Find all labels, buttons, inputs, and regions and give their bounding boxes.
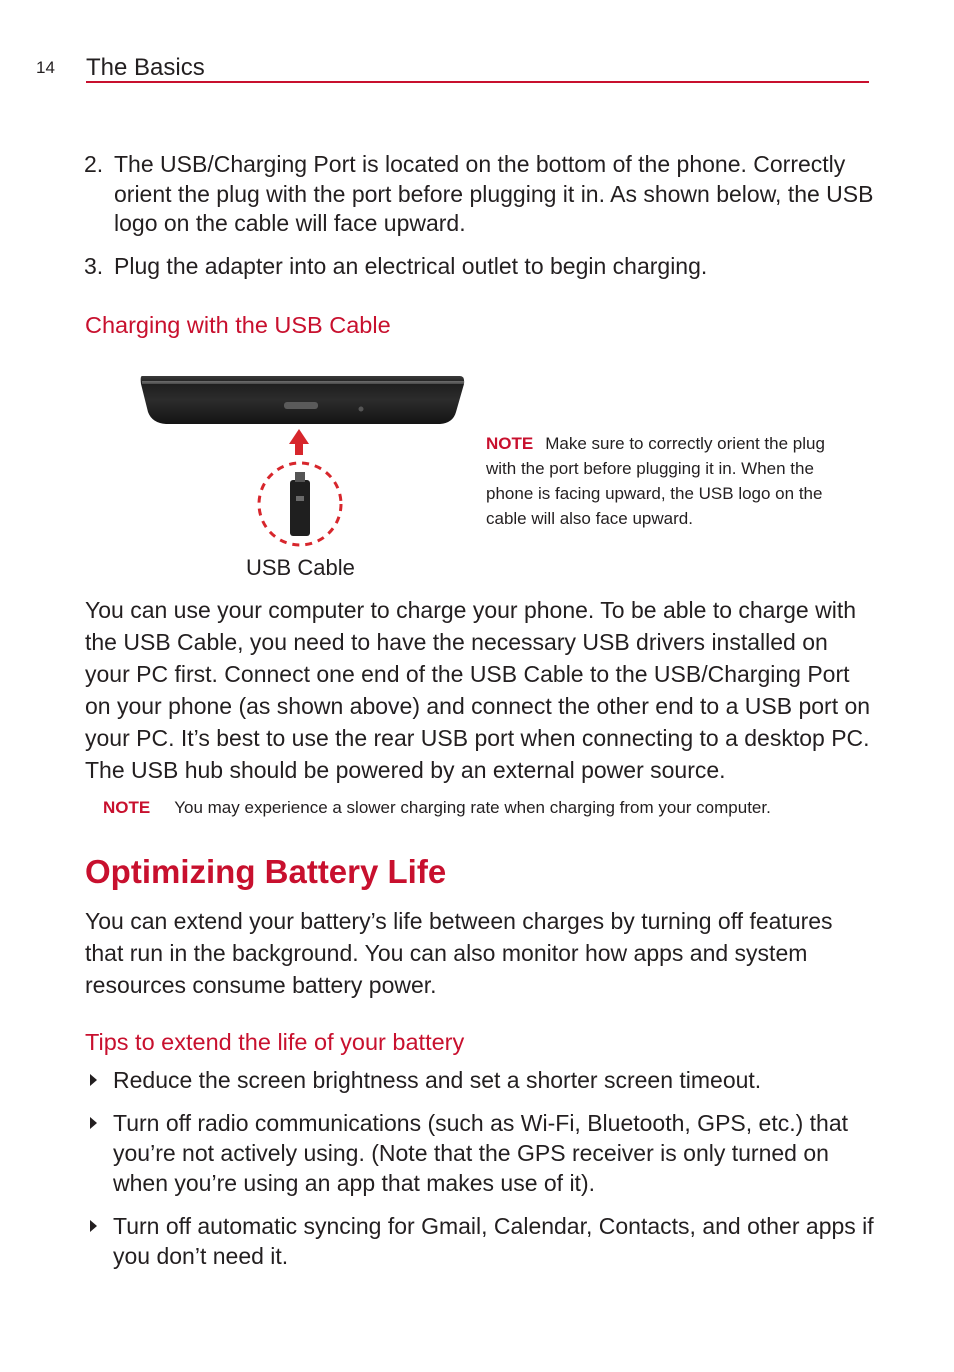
list-item-text: Turn off automatic syncing for Gmail, Calendar, Contacts, and other apps if you don’t need it. xyxy=(113,1213,874,1269)
usb-port-icon xyxy=(284,402,318,409)
list-item xyxy=(90,1108,875,1198)
bullet-arrow-icon xyxy=(90,1074,97,1086)
step-number: 2. xyxy=(84,151,104,177)
step-text: The USB/Charging Port is located on the bottom of the phone. Correctly orient the plug with the port before plugging it in. As shown below, the USB logo on the cable will face upward. xyxy=(114,151,874,236)
step-number: 3. xyxy=(84,253,104,279)
section-title: The Basics xyxy=(86,54,205,81)
step-text: Plug the adapter into an electrical outlet to begin charging. xyxy=(114,253,708,279)
note-label: NOTE xyxy=(103,798,151,817)
list-item xyxy=(90,1065,875,1095)
step-3 xyxy=(84,252,874,282)
tips-heading: Tips to extend the life of your battery xyxy=(85,1029,465,1055)
computer-note xyxy=(103,798,863,818)
usb-figure xyxy=(138,372,468,592)
list-item-text: Reduce the screen brightness and set a shorter screen timeout. xyxy=(113,1067,762,1093)
charging-heading: Charging with the USB Cable xyxy=(85,312,391,338)
mic-hole-icon xyxy=(359,407,364,412)
usb-plug-icon xyxy=(290,480,310,536)
figure-note xyxy=(486,431,846,531)
arrow-up-icon xyxy=(289,429,309,444)
note-text: You may experience a slower charging rate when charging from your computer. xyxy=(174,798,771,817)
phone-usb-illustration xyxy=(138,372,468,552)
battery-paragraph: You can extend your battery’s life between charges by turning off features that run in the background. You can also monitor how apps and system resources consume battery power. xyxy=(85,908,833,998)
battery-heading: Optimizing Battery Life xyxy=(85,853,447,890)
figure-caption: USB Cable xyxy=(246,555,355,580)
step-2 xyxy=(84,150,874,239)
note-label: NOTE xyxy=(486,434,534,453)
list-item-text: Turn off radio communications (such as Wi-Fi, Bluetooth, GPS, etc.) that you’re not actively using. (Note that the GPS receiver is only turned on when you’re using an app that makes use of it). xyxy=(113,1110,849,1196)
note-text: Make sure to correctly orient the plug with the port before plugging it in. When the phone is facing upward, the USB logo on the cable will also face upward. xyxy=(486,434,825,528)
page-number: 14 xyxy=(36,58,55,77)
bullet-arrow-icon xyxy=(90,1117,97,1129)
header-rule xyxy=(86,81,869,83)
charging-paragraph: You can use your computer to charge your phone. To be able to charge with the USB Cable, you need to have the necessary USB drivers installed on your PC first. Connect one end of the USB Cable to the USB/Charging Port on your phone (as shown above) and connect the other end to a USB port on your PC. It’s best to use the rear USB port when connecting to a desktop PC. The USB hub should be powered by an external power source. xyxy=(85,597,871,783)
bullet-arrow-icon xyxy=(90,1220,97,1232)
tips-list xyxy=(90,1065,875,1284)
list-item xyxy=(90,1211,875,1271)
